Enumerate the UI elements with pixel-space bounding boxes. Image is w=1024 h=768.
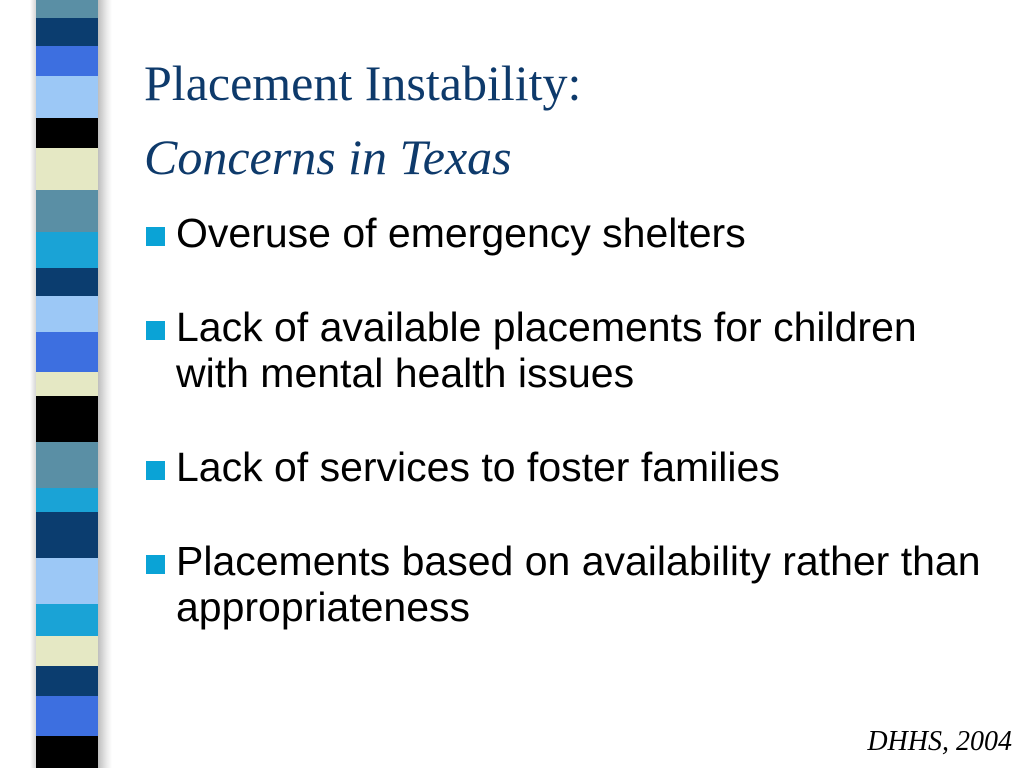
stripe-segment: [36, 268, 98, 296]
square-bullet-icon: [146, 227, 165, 246]
square-bullet-icon: [146, 321, 165, 340]
title-line-1: Placement Instability:: [144, 55, 582, 111]
stripe-segment: [36, 396, 98, 442]
bullet-text: Lack of available placements for children with mental health issues: [176, 304, 917, 396]
stripe-segment: [36, 296, 98, 332]
bullet-item: [140, 304, 1000, 396]
slide-title: [144, 46, 581, 194]
stripe-segment: [36, 118, 98, 148]
stripe-segment: [36, 332, 98, 372]
bullet-text: Placements based on availability rather than appropriateness: [176, 538, 981, 630]
stripe-segment: [36, 736, 98, 768]
square-bullet-icon: [146, 555, 165, 574]
bullet-list: [140, 210, 1000, 678]
bullet-item: [140, 538, 1000, 630]
stripe-segment: [36, 636, 98, 666]
stripe-segment: [36, 604, 98, 636]
stripe-segment: [36, 190, 98, 232]
bullet-text: Lack of services to foster families: [176, 444, 780, 490]
stripe-segment: [36, 148, 98, 190]
stripe-segment: [36, 0, 98, 18]
stripe-shadow: [98, 0, 112, 768]
vertical-stripe-decoration: [36, 0, 98, 768]
stripe-segment: [36, 18, 98, 46]
bullet-item: [140, 210, 1000, 256]
stripe-segment: [36, 666, 98, 696]
stripe-segment: [36, 372, 98, 396]
stripe-segment: [36, 442, 98, 488]
stripe-segment: [36, 696, 98, 736]
stripe-segment: [36, 558, 98, 604]
bullet-text: Overuse of emergency shelters: [176, 210, 746, 256]
stripe-segment: [36, 488, 98, 512]
title-line-2: Concerns in Texas: [144, 129, 512, 185]
stripe-segment: [36, 46, 98, 76]
citation: DHHS, 2004: [867, 726, 1012, 757]
stripe-segment: [36, 76, 98, 118]
square-bullet-icon: [146, 461, 165, 480]
stripe-segment: [36, 512, 98, 558]
bullet-item: [140, 444, 1000, 490]
stripe-segment: [36, 232, 98, 268]
